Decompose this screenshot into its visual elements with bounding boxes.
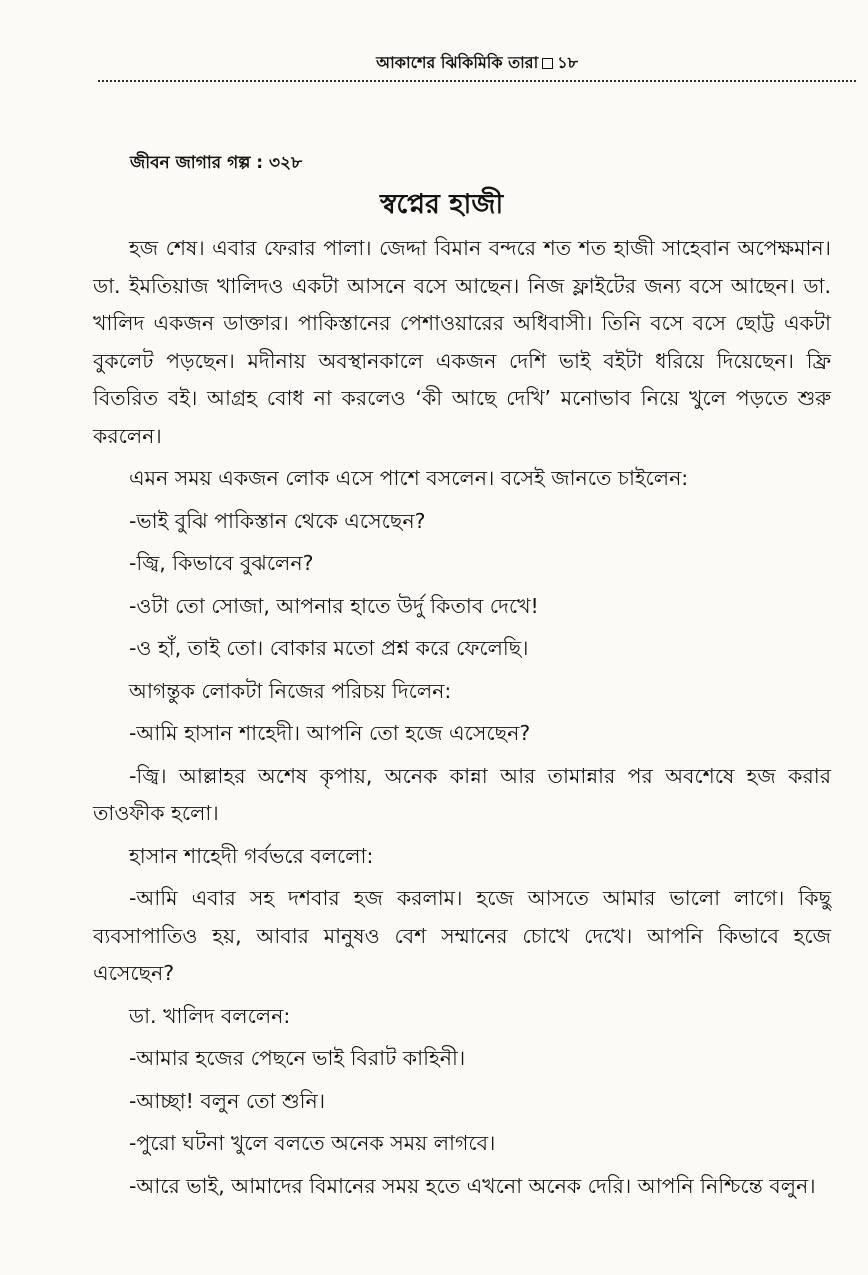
paragraph: ডা. খালিদ বললেন: xyxy=(129,1003,291,1028)
dialog-line: -আরে ভাই, আমাদের বিমানের সময় হতে এখনো অনেক দেরি। আপনি নিশ্চিন্তে বলুন। xyxy=(129,1173,816,1198)
header-dotted-rule xyxy=(98,80,856,82)
dialog-line: -ভাই বুঝি পাকিস্তান থেকে এসেছেন? xyxy=(129,508,426,533)
paragraph: হজ শেষ। এবার ফেরার পালা। জেদ্দা বিমান বন্দরে শত শত হাজী সাহেবান অপেক্ষমান। ডা. ইমতিয়াজ খালিদও একটা আসনে বসে আছেন। নিজ ফ্লাইটের জন্য বসে আছেন। ডা. খালিদ একজন ডাক্তার। পাকিস্তানের পেশাওয়ারের অধিবাসী। তিনি বসে বসে ছোট্ট একটা বুকলেট পড়ছেন। মদীনায় অবস্থানকালে একজন দেশি ভাই বইটা ধরিয়ে দিয়েছেন। ফ্রি বিতরিত বই। আগ্রহ বোধ না করলেও ‘কী আছে দেখি’ মনোভাব নিয়ে খুলে পড়তে শুরু করলেন। xyxy=(93,236,831,448)
page-number: ১৮ xyxy=(557,53,578,72)
square-bullet-icon xyxy=(542,58,553,69)
dialog-line: -আমি হাসান শাহেদী। আপনি তো হজে এসেছেন? xyxy=(129,721,531,745)
story-title: স্বপ্নের হাজী xyxy=(380,189,504,220)
dialog-line: -জ্বি। আল্লাহর অশেষ কৃপায়, অনেক কান্না আর তামান্নার পর অবশেষে হজ করার তাওফীক হলো। xyxy=(93,763,831,825)
story-body xyxy=(93,230,831,1210)
dialog-line: -জ্বি, কিভাবে বুঝলেন? xyxy=(129,551,314,575)
dialog-line: -ওটা তো সোজা, আপনার হাতে উর্দু কিতাব দেখে! xyxy=(129,593,539,618)
dialog-line: -আমি এবার সহ দশবার হজ করলাম। হজে আসতে আমার ভালো লাগে। কিছু ব্যবসাপাতিও হয়, আবার মানুষও বেশ সম্মানের চোখে দেখে। আপনি কিভাবে হজে এসেছেন? xyxy=(93,886,831,985)
paragraph: আগন্তুক লোকটা নিজের পরিচয় দিলেন: xyxy=(129,678,452,703)
dialog-line: -আচ্ছা! বলুন তো শুনি। xyxy=(129,1088,326,1113)
paragraph: এমন সময় একজন লোক এসে পাশে বসলেন। বসেই জানতে চাইলেন: xyxy=(129,466,689,490)
running-header xyxy=(376,50,578,77)
dialog-line: -ও হাঁ, তাই তো। বোকার মতো প্রশ্ন করে ফেলেছি। xyxy=(129,636,529,660)
dialog-line: -আমার হজের পেছনে ভাই বিরাট কাহিনী। xyxy=(129,1046,466,1070)
paragraph: হাসান শাহেদী গর্বভরে বললো: xyxy=(129,843,374,868)
book-title: আকাশের ঝিকিমিকি তারা xyxy=(376,53,539,72)
series-label: জীবন জাগার গল্প : ৩২৮ xyxy=(130,153,303,173)
dialog-line: -পুরো ঘটনা খুলে বলতে অনেক সময় লাগবে। xyxy=(129,1131,496,1155)
